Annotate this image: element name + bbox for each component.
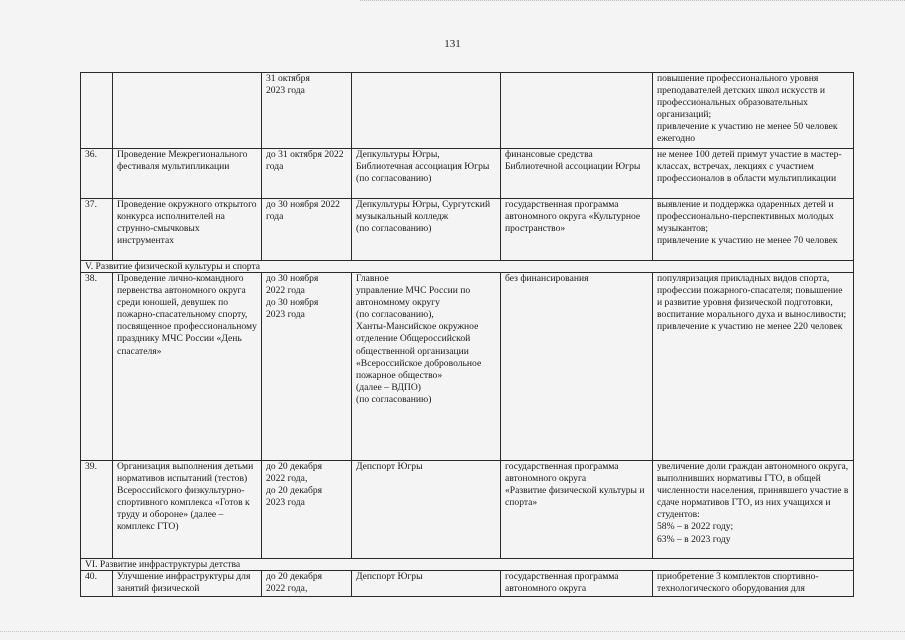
item-executor: Депкультуры Югры, Сургутский музыкальный колледж (по согласованию) xyxy=(352,199,501,261)
item-number xyxy=(81,73,113,149)
item-result: выявление и поддержка одаренных детей и профессионально-перспективных молодых музыкантов; привлечение к участию не менее 70 человек xyxy=(653,199,854,261)
item-number: 39. xyxy=(81,461,113,559)
table-row xyxy=(81,571,854,597)
item-deadline: до 20 декабря 2022 года, xyxy=(262,571,352,597)
item-name: Организация выполнения детьми нормативов испытаний (тестов) Всероссийского физкультурно-спортивного комплекса «Готов к труду и обороне» (далее – комплекс ГТО) xyxy=(113,461,262,559)
table-row xyxy=(81,199,854,261)
item-name: Проведение Межрегионального фестиваля мультипликации xyxy=(113,149,262,199)
section-row xyxy=(81,559,854,571)
item-number: 38. xyxy=(81,273,113,461)
item-funding: государственная программа автономного округа xyxy=(501,571,653,597)
scan-edge-top xyxy=(360,0,905,3)
item-deadline: 31 октября 2023 года xyxy=(262,73,352,149)
item-funding: государственная программа автономного округа «Развитие физической культуры и спорта» xyxy=(501,461,653,559)
item-number: 37. xyxy=(81,199,113,261)
item-funding: без финансирования xyxy=(501,273,653,461)
table-row xyxy=(81,461,854,559)
item-deadline: до 31 октября 2022 года xyxy=(262,149,352,199)
table-row xyxy=(81,149,854,199)
item-deadline: до 20 декабря 2022 года, до 20 декабря 2023 года xyxy=(262,461,352,559)
scan-edge-bottom xyxy=(0,631,905,634)
item-executor: Депкультуры Югры, Библиотечная ассоциация Югры (по согласованию) xyxy=(352,149,501,199)
item-funding: финансовые средства Библиотечной ассоциации Югры xyxy=(501,149,653,199)
table-row xyxy=(81,273,854,461)
item-name: Улучшение инфраструктуры для занятий физической xyxy=(113,571,262,597)
item-name xyxy=(113,73,262,149)
item-funding xyxy=(501,73,653,149)
item-executor: Депспорт Югры xyxy=(352,571,501,597)
item-deadline: до 30 ноября 2022 года xyxy=(262,199,352,261)
section-title: VI. Развитие инфраструктуры детства xyxy=(81,559,854,571)
item-funding: государственная программа автономного округа «Культурное пространство» xyxy=(501,199,653,261)
item-name: Проведение окружного открытого конкурса исполнителей на струнно-смычковых инструментах xyxy=(113,199,262,261)
item-executor: Депспорт Югры xyxy=(352,461,501,559)
item-result: повышение профессионального уровня преподавателей детских школ искусств и профессиональных образовательных организаций; привлечение к участию не менее 50 человек ежегодно xyxy=(653,73,854,149)
section-row xyxy=(81,261,854,273)
item-result: популяризация прикладных видов спорта, профессии пожарного-спасателя; повышение и развитие уровня физической подготовки, воспитание морального духа и выносливости; привлечение к участию не менее 220 человек xyxy=(653,273,854,461)
item-number: 40. xyxy=(81,571,113,597)
item-deadline: до 30 ноября 2022 года до 30 ноября 2023 года xyxy=(262,273,352,461)
item-number: 36. xyxy=(81,149,113,199)
item-name: Проведение лично-командного первенства автономного округа среди юношей, девушек по пожарно-спасательному спорту, посвященное профессиональному празднику МЧС России «День спасателя» xyxy=(113,273,262,461)
table-row xyxy=(81,73,854,149)
item-result: приобретение 3 комплектов спортивно-технологического оборудования для xyxy=(653,571,854,597)
plan-table xyxy=(80,72,854,597)
item-result: увеличение доли граждан автономного округа, выполнивших нормативы ГТО, в общей численности населения, принявшего участие в сдаче нормативов ГТО, из них учащихся и студентов: 58% – в 2022 году; 63% – в 2023 году xyxy=(653,461,854,559)
section-title: V. Развитие физической культуры и спорта xyxy=(81,261,854,273)
page-number: 131 xyxy=(444,38,461,50)
item-executor xyxy=(352,73,501,149)
item-result: не менее 100 детей примут участие в мастер-классах, встречах, лекциях с участием профессионалов в области мультипликации xyxy=(653,149,854,199)
item-executor: Главное управление МЧС России по автономному округу (по согласованию), Ханты-Мансийское окружное отделение Общероссийской общественной организации «Всероссийское добровольное пожарное общество» (далее – ВДПО) (по согласованию) xyxy=(352,273,501,461)
